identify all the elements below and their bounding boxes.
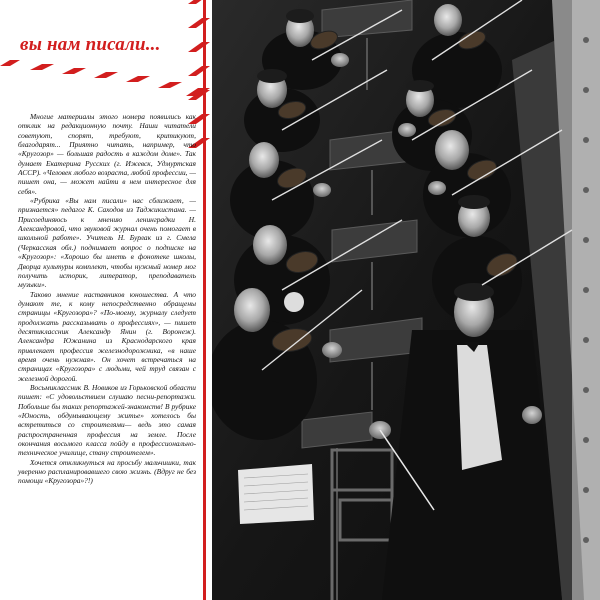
article-paragraph: «Рубрика «Вы нам писали» нас сближает, — признается» педагог К. Саходов из Таджикистана. — Присоединяюсь к мнению ленинградки Н. Александровой, что звуковой журнал очень помогает в школьной работе». Учитель Н. Бурлак из г. Смела (Черкасская обл.) поднимает вопрос о подписке на «Кругозор»: «Хорошо бы иметь в фонотеке школы, Дворца культуры комплект, чтобы нужный номер мог получить историк, литератор, преподаватель музыки». [18, 196, 196, 290]
letters-column [0, 0, 210, 600]
letters-article [18, 112, 196, 486]
orchestra-photo [212, 0, 600, 600]
sheet-music [238, 464, 314, 524]
article-paragraph: Многие материалы этого номера появились как отклик на редакционную почту. Наши читатели советуют, спорят, требуют, критикуют, благодарят... Приятно читать, например, что «Кругозор» — большая радость в каждом доме». Так думает Екатерина Русских (г. Ижевск, Удмуртская АССР). «Человек любого возраста, любой профессии, — пишет она, — может найти в нем интересное для себя». [18, 112, 196, 196]
article-paragraph: Восьмиклассник В. Новиков из Горьковской области пишет: «С удовольствием слушаю песни-репортажи. Побольше бы таких репортажей-знакомств! В рубрике «Юность, обдумывающему житье» хотелось бы встретиться со строителями— ведь это самая распространенная профессия на земле. После окончания восьмого класса пойду в профессионально-техническое училище, стану строителем». [18, 382, 196, 458]
article-paragraph: Хочется откликнуться на просьбу мальчишки, так уверенно распланировавшего свою жизнь. (Вдруг не без помощи «Кругозора»?!) [18, 457, 196, 486]
red-divider-bar [203, 0, 206, 600]
orchestra-illustration [212, 0, 600, 600]
light-reflection [284, 292, 304, 312]
section-heading: вы нам писали... [20, 34, 161, 55]
airmail-stripes [0, 60, 210, 100]
article-paragraph: Таково мнение наставников юношества. А что думают те, к кому непосредственно обращены страницы «Кругозора»? «По-моему, журналу следует продолжать рассказывать о профессиях», — пишет десятиклассник Александр Янин (г. Воронеж). Александра Южанина из Краснодарского края привлекает профессия железнодорожника, «в наше время очень нужная». Он хочет встречаться на страницах «Кругозора» с людьми, чей труд связан с железной дорогой. [18, 289, 196, 383]
